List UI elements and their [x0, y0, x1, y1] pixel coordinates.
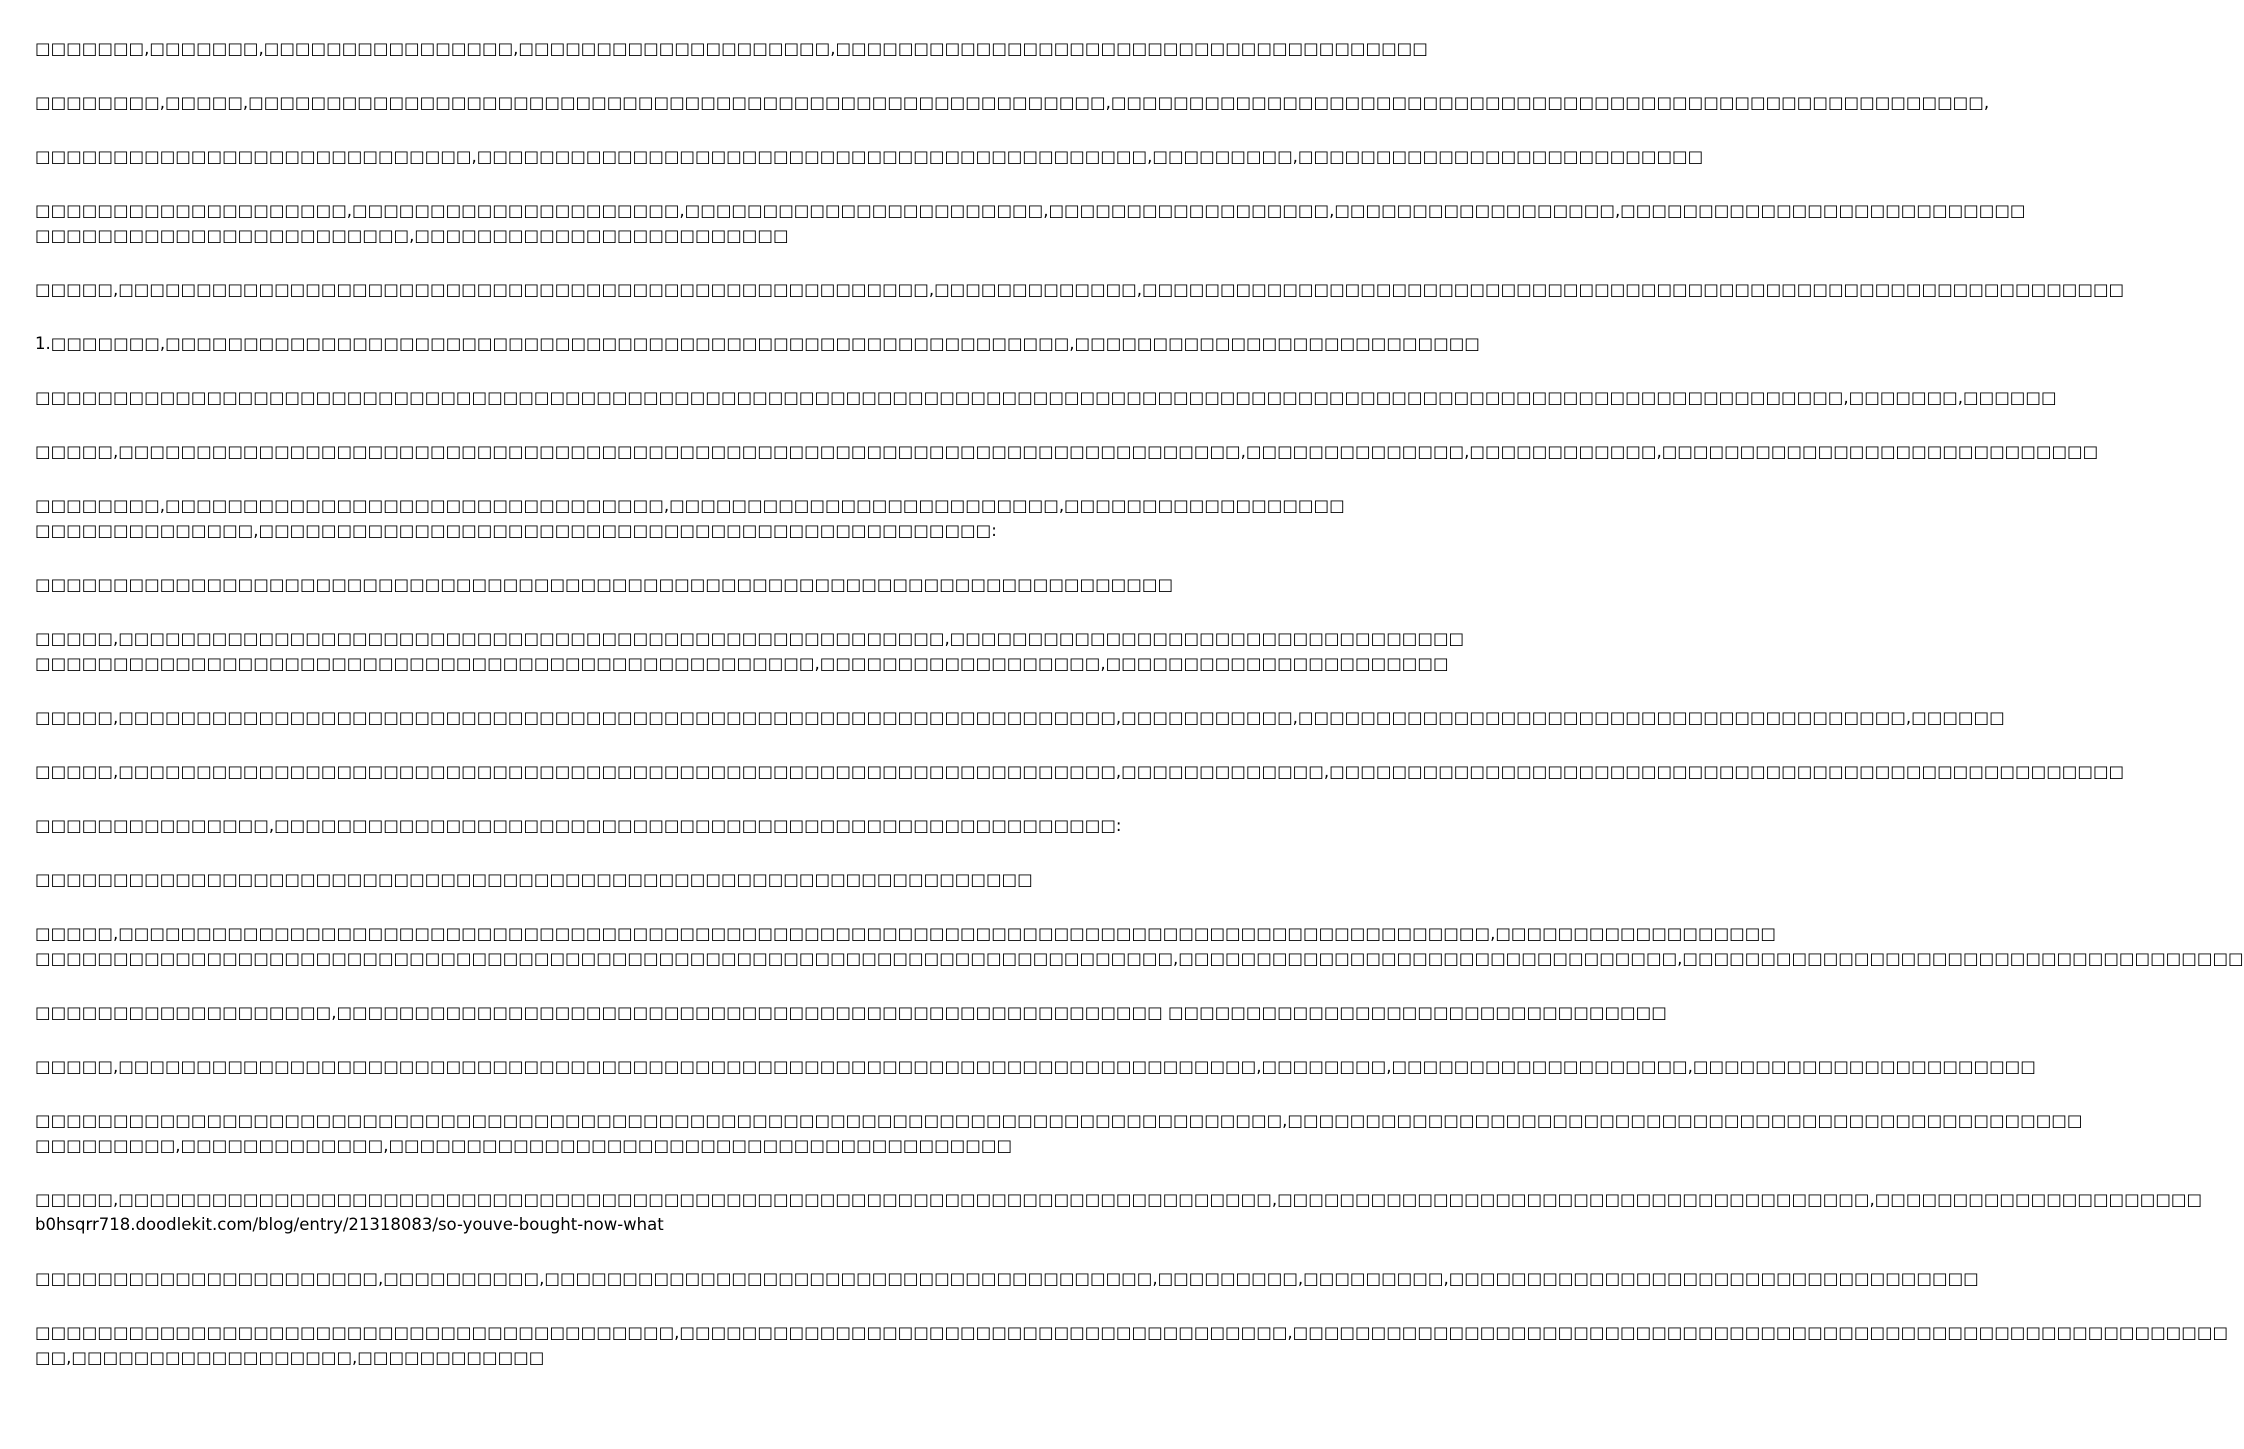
- paragraph-line: □□□□□□□□□□□□□□□□□□□□,□□□□□□□□□□□□□□□□□□□□□,□□□□□□□□□□□□□□□□□□□□□□□,□□□□□□□□□□□□□□□□□□,□□□□□□□□□□□□□□□□□□,□□□□□□□□□□□□□□□□□□□□□□□□□□: [35, 201, 2026, 220]
- paragraph-line: □□□□□,□□□□□□□□□□□□□□□□□□□□□□□□□□□□□□□□□□□□□□□□□□□□□□□□□□□□,□□□□□□□□□□□□□,□□□□□□□□□□□□□□□□□□□□□□□□□□□□□□□□□□□□□□□□□□□□□□□□□□□□□□□□□□□□□□□: [35, 280, 2125, 299]
- paragraph-line: □□□□□□□□□□□□□□□□□□□□□□□□□□□□□□□□□□□□□□□□□□□□□□□□□□□□□□□□□□□□□□□□□□□□□□□□□□□□□□□□□□□□□□□□□□□□□□□□□□□□□□□□□□□□□□□□□□□□,□□□□□□□,□□□□□□: [35, 388, 2057, 407]
- paragraph: [35, 626, 1465, 676]
- paragraph-line: □□□□□□□□□□□□□□□□□□□□□□□□□□□□□□□□□□□□□□□□□□□□□□□□□□□□□□□□□□□□□□□□□□□□□□□□□□□□□□□□,□□□□□□□□□□□□□□□□□□□□□□□□□□□□□□□□□□□□□□□□□□□□□□□□□□□: [35, 1111, 2083, 1130]
- paragraph-line: □□□□□,□□□□□□□□□□□□□□□□□□□□□□□□□□□□□□□□□□□□□□□□□□□□□□□□□□□□□□□□□□□□□□□□□□□□□□□□,□□□□□□□□□□□□□□,□□□□□□□□□□□□,□□□□□□□□□□□□□□□□□□□□□□□□□□□□: [35, 442, 2099, 461]
- paragraph: [35, 90, 1990, 115]
- paragraph: [35, 1054, 2036, 1079]
- paragraph-line: □□□□□□□□□□□□□□□□□□□□□□□□,□□□□□□□□□□□□□□□□□□□□□□□□: [35, 226, 789, 245]
- url-text: b0hsqrr718.doodlekit.com/blog/entry/21318083/so-youve-bought-now-what: [35, 1215, 664, 1234]
- paragraph: [35, 572, 1174, 597]
- paragraph-line: 1.□□□□□□□,□□□□□□□□□□□□□□□□□□□□□□□□□□□□□□□□□□□□□□□□□□□□□□□□□□□□□□□□□□,□□□□□□□□□□□□□□□□□□□□□□□□□□: [35, 334, 1480, 353]
- paragraph-line: □□□□□□□□□□□□□□□□□□□□□□□□□□□□□□□□□□□□□□□□□□□□□□□□□□□□□□□□□□□□□□□□□□□□□□□□□,□□□□□□□□□□□□□□□□□□□□□□□□□□□□□□□□,□□□□□□□□□□□□□□□□□□□□□□□□□□□□□□□□□□□□: [35, 949, 2244, 968]
- paragraph-line: □□□□□,□□□□□□□□□□□□□□□□□□□□□□□□□□□□□□□□□□□□□□□□□□□□□□□□□□□□□□□□□□□□□□□□,□□□□□□□□□□□,□□□□□□□□□□□□□□□□□□□□□□□□□□□□□□□□□□□□□□□,□□□□□□: [35, 708, 2005, 727]
- paragraph-line: □□□□□□□□□□□□□□□□□□□□□□□□□□□□□□□□□□□□□□□□□□□□□□□□□□□□□□□□□□□□□□□□□□□□□□□□□: [35, 575, 1174, 594]
- paragraph: [35, 385, 2057, 410]
- paragraph-line: □□□□□□□□□□□□□□□□□□□,□□□□□□□□□□□□□□□□□□□□□□□□□□□□□□□□□□□□□□□□□□□□□□□□□□□□□ □□□□□□□□□□□□□□□□□□□□□□□□□□□□□□□□: [35, 1003, 1667, 1022]
- paragraph: [35, 493, 1345, 543]
- paragraph-line: □□,□□□□□□□□□□□□□□□□□□,□□□□□□□□□□□□: [35, 1348, 545, 1367]
- paragraph: [35, 1000, 1667, 1025]
- paragraph: [35, 813, 1122, 838]
- paragraph-line: □□□□□□□□□□□□□□□□□□□□□□□□□□□□□□□□□□□□□□□□□,□□□□□□□□□□□□□□□□□□□□□□□□□□□□□□□□□□□□□□□,□□□□□□□□□□□□□□□□□□□□□□□□□□□□□□□□□□□□□□□□□□□□□□□□□□□□□□□□□□□□: [35, 1323, 2229, 1342]
- paragraph: [35, 705, 2005, 730]
- paragraph: [35, 1187, 2203, 1237]
- document-body: [35, 36, 2244, 1399]
- paragraph: [35, 439, 2099, 464]
- paragraph-line: □□□□□□□□□□□□□□□□□□□□□□□□□□□□□□□□□□□□□□□□□□□□□□□□□□,□□□□□□□□□□□□□□□□□□,□□□□□□□□□□□□□□□□□□□□□□: [35, 654, 1449, 673]
- paragraph-line: □□□□□□□,□□□□□□□,□□□□□□□□□□□□□□□□,□□□□□□□□□□□□□□□□□□□□,□□□□□□□□□□□□□□□□□□□□□□□□□□□□□□□□□□□□□□: [35, 39, 1428, 58]
- paragraph: [35, 1108, 2083, 1158]
- paragraph: [35, 277, 2125, 302]
- paragraph-line: □□□□□□□□□□□□□□,□□□□□□□□□□□□□□□□□□□□□□□□□□□□□□□□□□□□□□□□□□□□□□□:: [35, 521, 997, 540]
- paragraph-line: □□□□□□□□,□□□□□,□□□□□□□□□□□□□□□□□□□□□□□□□□□□□□□□□□□□□□□□□□□□□□□□□□□□□□□,□□□□□□□□□□□□□□□□□□□□□□□□□□□□□□□□□□□□□□□□□□□□□□□□□□□□□□□□,: [35, 93, 1990, 112]
- paragraph: [35, 1266, 1979, 1291]
- paragraph-line: □□□□□,□□□□□□□□□□□□□□□□□□□□□□□□□□□□□□□□□□□□□□□□□□□□□□□□□□□□□□□□□□□□□□□□□□□□□□□□□□,□□□□□□□□□□□□□□□□□□□□□□□□□□□□□□□□□□□□□□,□□□□□□□□□□□□□□□□□□□□□: [35, 1190, 2203, 1209]
- paragraph-line: □□□□□□□□□□□□□□□□□□□□□□,□□□□□□□□□□,□□□□□□□□□□□□□□□□□□□□□□□□□□□□□□□□□□□□□□□,□□□□□□□□□,□□□□□□□□□,□□□□□□□□□□□□□□□□□□□□□□□□□□□□□□□□□□: [35, 1269, 1979, 1288]
- paragraph-line: □□□□□,□□□□□□□□□□□□□□□□□□□□□□□□□□□□□□□□□□□□□□□□□□□□□□□□□□□□□□□□□□□□□□□□□□□□□□□□□□□□□□□□□□□□□□□□,□□□□□□□□□□□□□□□□□□: [35, 924, 1776, 943]
- paragraph: [35, 198, 2026, 248]
- paragraph: [35, 144, 1704, 169]
- paragraph-line: □□□□□□□□□□□□□□□□□□□□□□□□□□□□,□□□□□□□□□□□□□□□□□□□□□□□□□□□□□□□□□□□□□□□□□□□,□□□□□□□□□,□□□□□□□□□□□□□□□□□□□□□□□□□□: [35, 147, 1704, 166]
- paragraph: [35, 1320, 2229, 1370]
- paragraph: [35, 921, 2244, 971]
- paragraph-line: □□□□□,□□□□□□□□□□□□□□□□□□□□□□□□□□□□□□□□□□□□□□□□□□□□□□□□□□□□□□□□□□□□□□□□,□□□□□□□□□□□□□,□□□□□□□□□□□□□□□□□□□□□□□□□□□□□□□□□□□□□□□□□□□□□□□□□□□: [35, 762, 2125, 781]
- paragraph-line: □□□□□,□□□□□□□□□□□□□□□□□□□□□□□□□□□□□□□□□□□□□□□□□□□□□□□□□□□□□□□□□□□□□□□□□□□□□□□□□,□□□□□□□□,□□□□□□□□□□□□□□□□□□□,□□□□□□□□□□□□□□□□□□□□□□: [35, 1057, 2036, 1076]
- paragraph-line: □□□□□□□□□□□□□□□,□□□□□□□□□□□□□□□□□□□□□□□□□□□□□□□□□□□□□□□□□□□□□□□□□□□□□□:: [35, 816, 1122, 835]
- paragraph-line: □□□□□□□□□□□□□□□□□□□□□□□□□□□□□□□□□□□□□□□□□□□□□□□□□□□□□□□□□□□□□□□□: [35, 870, 1033, 889]
- paragraph-line: □□□□□□□□□,□□□□□□□□□□□□□,□□□□□□□□□□□□□□□□□□□□□□□□□□□□□□□□□□□□□□□□: [35, 1136, 1013, 1155]
- paragraph-line: □□□□□□□□,□□□□□□□□□□□□□□□□□□□□□□□□□□□□□□□□,□□□□□□□□□□□□□□□□□□□□□□□□□,□□□□□□□□□□□□□□□□□□: [35, 496, 1345, 515]
- paragraph: [35, 331, 1480, 356]
- paragraph: [35, 867, 1033, 892]
- paragraph-line: □□□□□,□□□□□□□□□□□□□□□□□□□□□□□□□□□□□□□□□□□□□□□□□□□□□□□□□□□□□,□□□□□□□□□□□□□□□□□□□□□□□□□□□□□□□□□: [35, 629, 1465, 648]
- paragraph: [35, 36, 1428, 61]
- paragraph: [35, 759, 2125, 784]
